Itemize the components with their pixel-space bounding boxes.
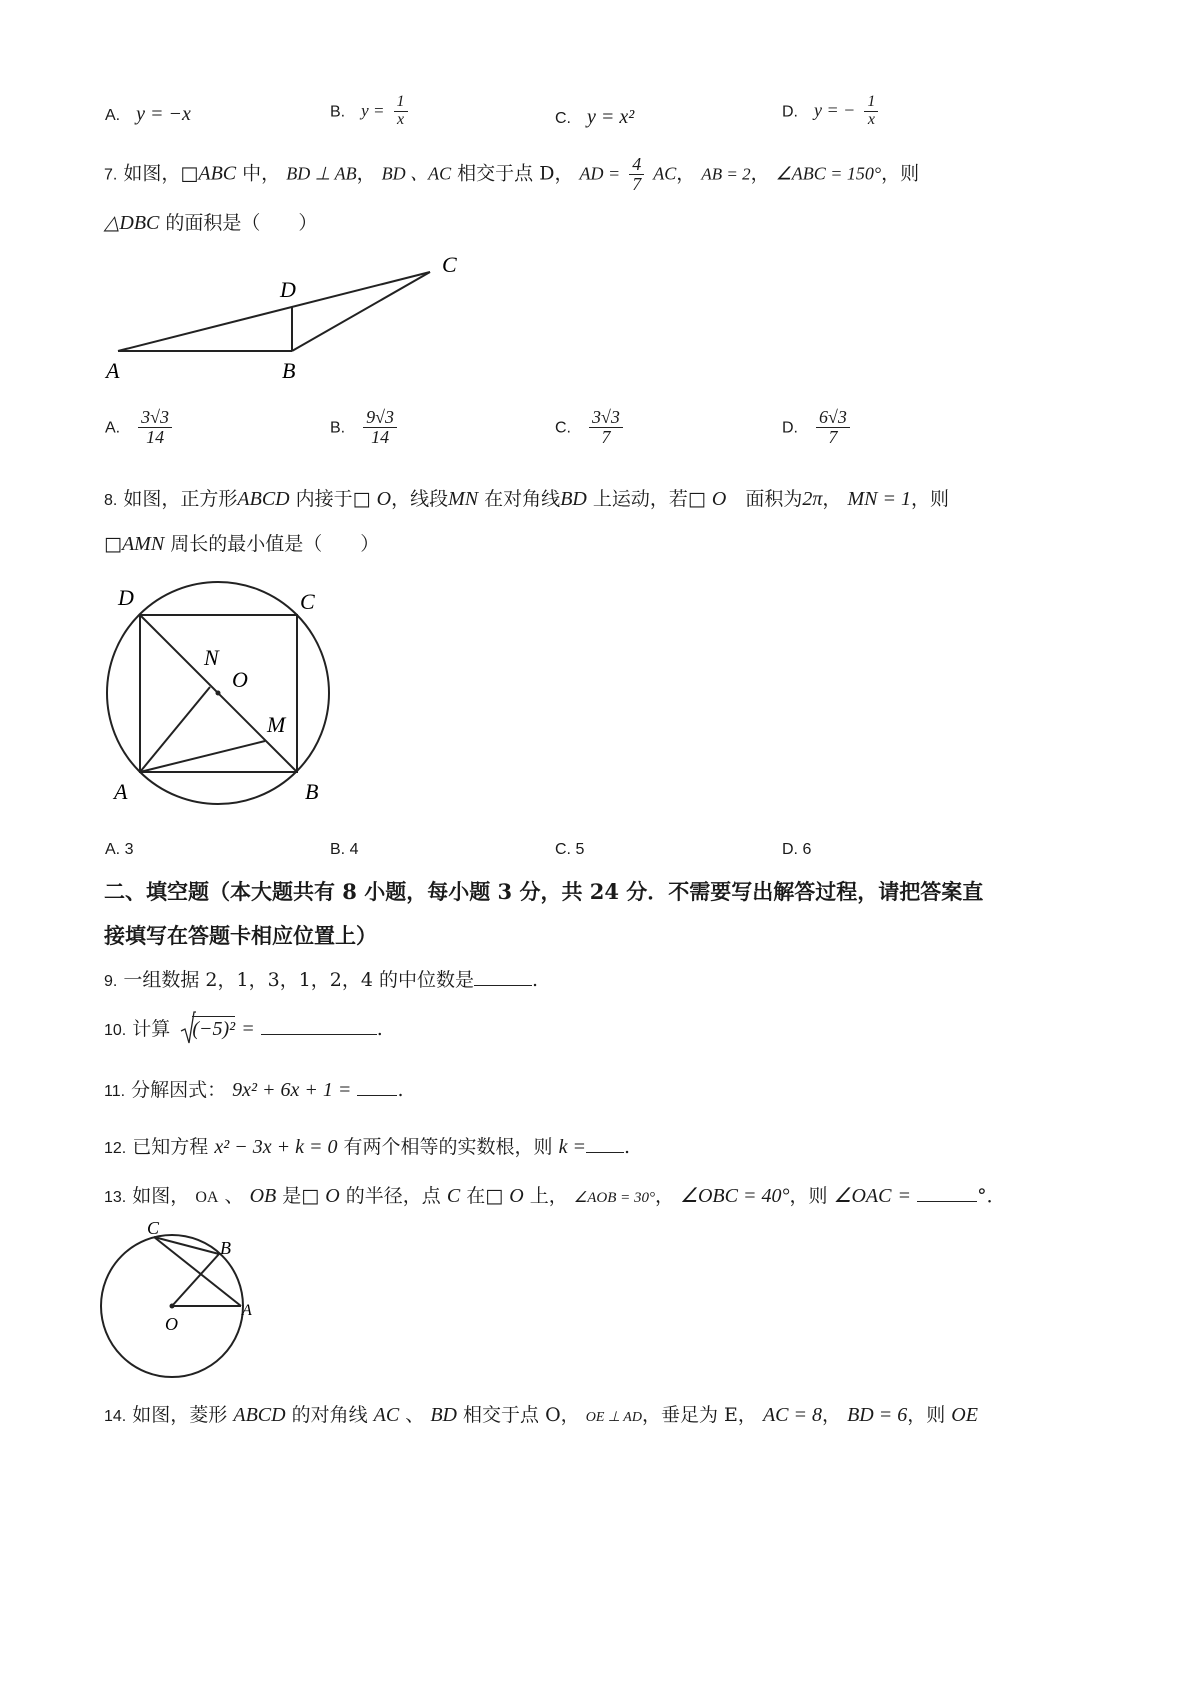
q13-label-b: B (220, 1238, 231, 1258)
q8-label-d: D (118, 585, 134, 610)
q7-label-d: D (280, 277, 296, 302)
q7-option-c: C. $\frac{3√3}{7}$ (555, 408, 626, 447)
q8-option-a: A. 3 (105, 841, 134, 858)
q13-label-a: A (242, 1302, 252, 1319)
q13-stem: 13. 如图， OA 、 OB 是□ O 的半径，点 C 在□ O 上， ∠AOB = 30°， ∠OBC = 40°，则 ∠OAC = °． (104, 1185, 1006, 1207)
q12-stem: 12. 已知方程 x² − 3x + k = 0 有两个相等的实数根，则 k = . (104, 1136, 631, 1158)
q11-answer-blank[interactable] (357, 1077, 397, 1096)
section2-heading-line2: 接填写在答题卡相应位置上） (104, 923, 377, 948)
q8-label-c: C (300, 589, 315, 614)
q7-option-b: B. $\frac{9√3}{14}$ (330, 408, 400, 447)
q10-stem: 10. 计算 (−5)² = . (104, 1015, 383, 1045)
q8-label-b: B (305, 779, 319, 804)
q8-stem-line1: 8. 如图，正方形ABCD 内接于□ O，线段MN 在对角线BD 上运动，若□ O 面积为2π， MN = 1，则 (104, 488, 949, 510)
q8-stem-line2: □AMN 周长的最小值是（ ） (104, 533, 380, 555)
q6-option-d: D. y = − $\frac{1}{x}$ (782, 94, 881, 129)
q7-option-d: D. $\frac{6√3}{7}$ (782, 408, 853, 447)
q6-option-c: C. y = x² (555, 106, 635, 128)
q7-label-b: B (282, 358, 296, 383)
q11-stem: 11. 分解因式： 9x² + 6x + 1 = . (104, 1079, 404, 1101)
q8-figure (100, 575, 340, 815)
q8-label-m: M (267, 712, 286, 737)
q7-label-c: C (442, 252, 457, 277)
q9-stem: 9. 一组数据 2，1，3，1，2，4 的中位数是 . (104, 969, 539, 991)
q7-stem-line2: △DBC 的面积是（ ） (104, 212, 318, 234)
q6-option-b: B. y = $\frac{1}{x}$ (330, 94, 411, 129)
q7-option-a: A. $\frac{3√3}{14}$ (105, 408, 175, 447)
q13-label-c: C (147, 1218, 160, 1238)
q9-answer-blank[interactable] (474, 967, 532, 986)
q6-option-a: A. y = −x (105, 103, 191, 125)
q13-answer-blank[interactable] (917, 1183, 977, 1202)
q8-label-a: A (114, 779, 128, 804)
q10-answer-blank[interactable] (261, 1016, 377, 1035)
q7-figure (100, 245, 480, 390)
q8-option-c: C. 5 (555, 841, 585, 858)
q12-answer-blank[interactable] (586, 1134, 624, 1153)
q8-label-n: N (204, 645, 219, 670)
q8-option-b: B. 4 (330, 841, 359, 858)
q13-label-o: O (165, 1314, 178, 1334)
q7-label-a: A (106, 358, 120, 383)
q8-option-d: D. 6 (782, 841, 812, 858)
q14-stem: 14. 如图，菱形 ABCD 的对角线 AC 、 BD 相交于点 O， OE ⊥ AD，垂足为 E， AC = 8， BD = 6，则 OE (104, 1404, 978, 1426)
q8-label-o: O (232, 667, 248, 692)
q13-figure (95, 1218, 275, 1388)
section2-heading-line1: 二、填空题（本大题共有 8 小题，每小题 3 分，共 24 分．不需要写出解答过程，请把答案直 (104, 879, 984, 904)
q7-stem-line1: 7. 如图，□ABC 中， BD ⊥ AB， BD 、AC 相交于点 D， AD = $\frac{4}{7}$ AC， AB = 2， ∠ABC = 150°，则 (104, 154, 920, 194)
